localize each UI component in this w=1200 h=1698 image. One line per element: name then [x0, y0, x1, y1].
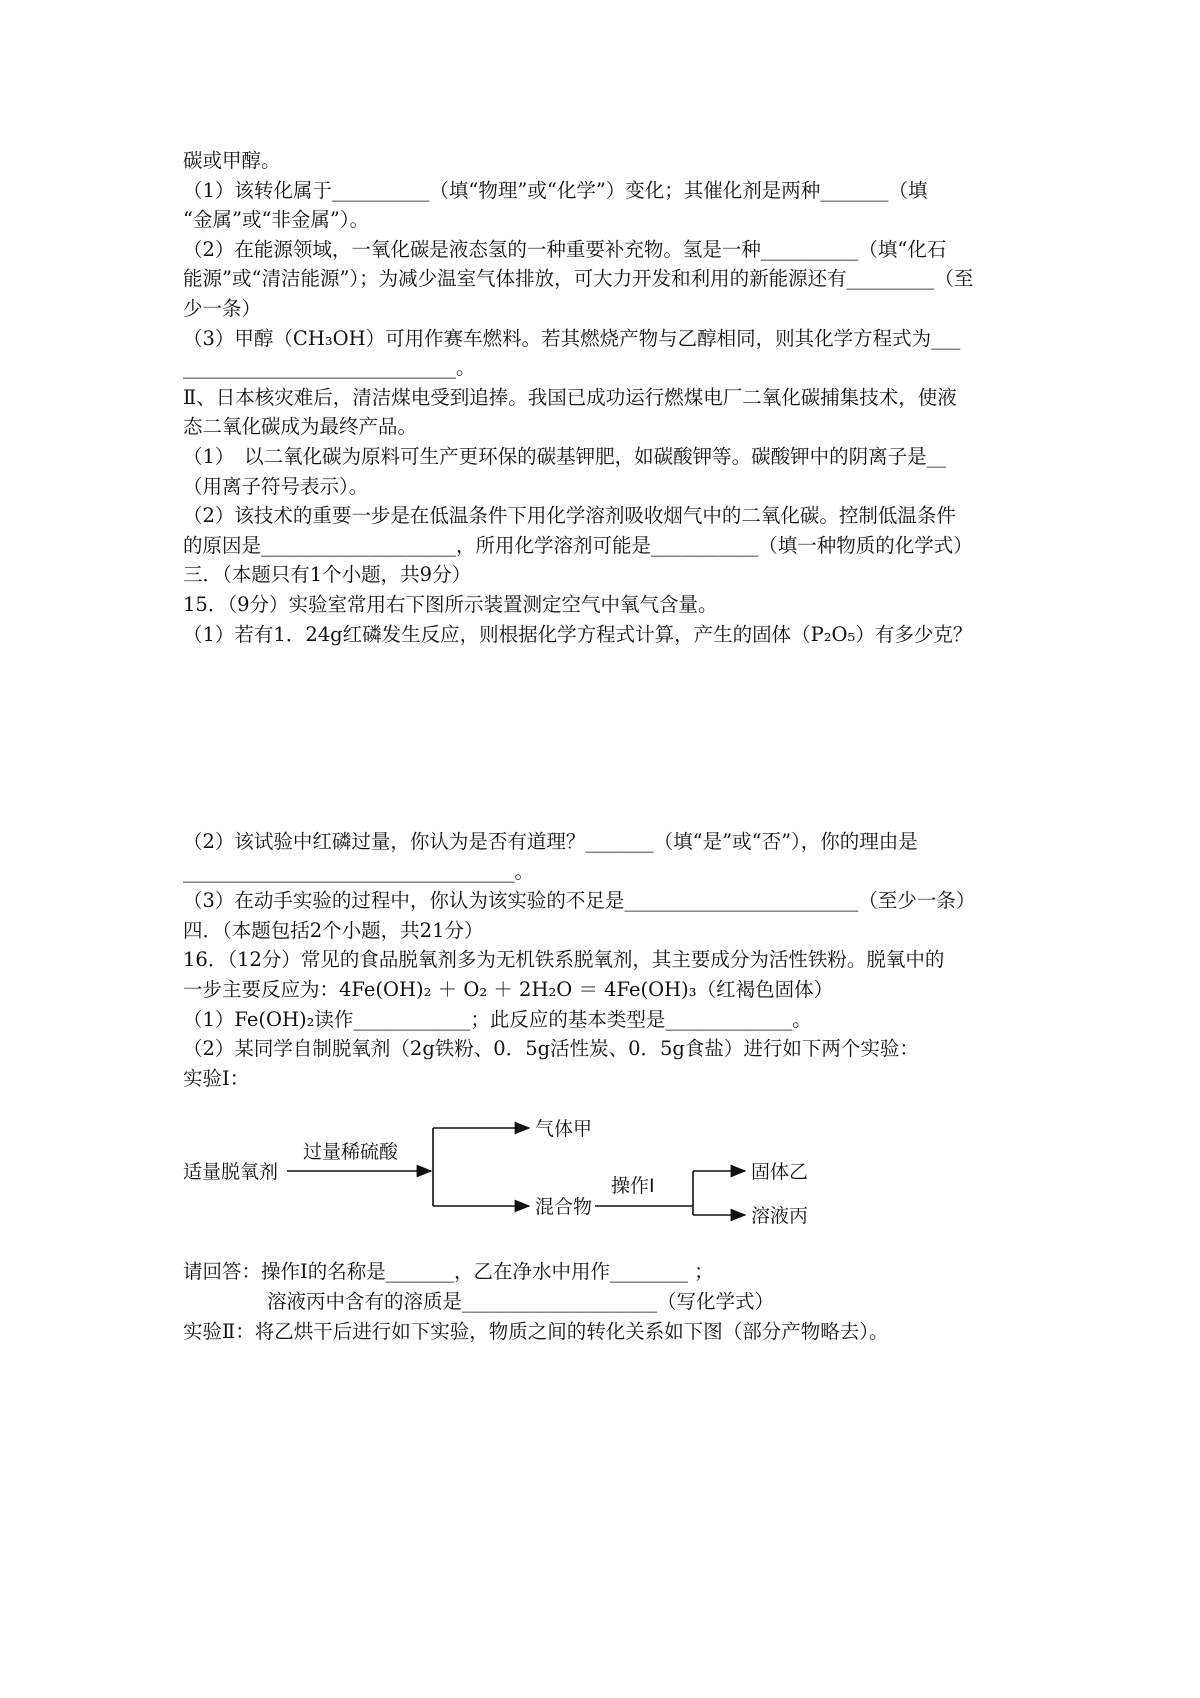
flow-diagram: [183, 1107, 1033, 1247]
text-line: （2）该技术的重要一步是在低温条件下用化学溶剂吸收烟气中的二氧化碳。控制低温条件: [183, 504, 956, 528]
answer-space: [183, 649, 1033, 827]
flow-start: 适量脱氧剂: [183, 1161, 279, 1184]
text-line: 溶液丙中含有的溶质是____________________（写化学式）: [267, 1290, 775, 1314]
text-line: （3）甲醇（CH₃OH）可用作赛车燃料。若其燃烧产物与乙醇相同，则其化学方程式为___: [183, 326, 961, 350]
text-line: 态二氧化碳成为最终产品。: [183, 415, 418, 439]
text-line: 请回答：操作Ⅰ的名称是_______，乙在净水中用作________ ；: [183, 1260, 714, 1284]
text-line: ____________________________。: [183, 356, 476, 380]
text-line: 能源”或“清洁能源”）；为减少温室气体排放，可大力开发和利用的新能源还有_________（至: [183, 267, 974, 291]
flow-solution: 溶液丙: [751, 1205, 809, 1228]
text-block-part-2: [183, 827, 1033, 1093]
flow-operation: 操作Ⅰ: [611, 1175, 655, 1198]
text-line: （2）在能源领域，一氧化碳是液态氢的一种重要补充物。氢是一种__________（填“化石: [183, 237, 947, 261]
text-line: （1） 以二氧化碳为原料可生产更环保的碳基钾肥，如碳酸钾等。碳酸钾中的阴离子是__: [183, 444, 947, 468]
text-line: 三．（本题只有1个小题，共9分）: [183, 563, 472, 587]
text-line: 碳或甲醇。: [183, 149, 281, 172]
text-line: （2）某同学自制脱氧剂（2g铁粉、0．5g活性炭、0．5g食盐）进行如下两个实验：: [183, 1037, 919, 1061]
text-line: 16．（12分）常见的食品脱氧剂多为无机铁系脱氧剂，其主要成分为活性铁粉。脱氧中的: [183, 948, 945, 972]
text-line: （1）该转化属于__________（填“物理”或“化学”）变化；其催化剂是两种_______（填: [183, 178, 928, 202]
text-line: （2）该试验中红磷过量，你认为是否有道理？_______（填“是”或“否”），你的理由是: [183, 830, 918, 854]
text-line: 一步主要反应为：4Fe(OH)₂ ＋ O₂ ＋ 2H₂O ＝ 4Fe(OH)₃（红褐色固体）: [183, 978, 834, 1002]
text-block-part-3: [183, 1257, 1033, 1346]
text-block-part-1: [183, 146, 1033, 649]
exam-page: [183, 146, 1033, 1346]
text-line: （用离子符号表示）。: [183, 474, 369, 498]
flow-gas: 气体甲: [535, 1118, 593, 1141]
text-line: 的原因是____________________，所用化学溶剂可能是___________（填一种物质的化学式）: [183, 533, 973, 557]
text-line: 15．（9分）实验室常用右下图所示装置测定空气中氧气含量。: [183, 592, 718, 616]
flow-reagent: 过量稀硫酸: [303, 1141, 399, 1164]
text-line: “金属”或“非金属”）。: [183, 208, 370, 232]
text-line: 四．（本题包括2个小题，共21分）: [183, 918, 484, 942]
flow-mixture: 混合物: [535, 1196, 593, 1219]
text-line: Ⅱ、日本核灾难后，清洁煤电受到追捧。我国已成功运行燃煤电厂二氧化碳捕集技术，使液: [183, 385, 957, 409]
text-line: __________________________________。: [183, 859, 534, 883]
text-line: 实验Ⅰ：: [183, 1066, 250, 1090]
text-line: 少一条）: [183, 296, 262, 320]
text-line: （1）Fe(OH)₂读作____________；此反应的基本类型是_____________。: [183, 1007, 812, 1031]
flow-diagram-arrows: [183, 1107, 1033, 1247]
text-line: （1）若有1．24g红磷发生反应，则根据化学方程式计算，产生的固体（P₂O₅）有多少克？: [183, 622, 973, 646]
text-line: （3）在动手实验的过程中，你认为该实验的不足是________________________（至少一条）: [183, 889, 976, 913]
text-line: 实验Ⅱ：将乙烘干后进行如下实验，物质之间的转化关系如下图（部分产物略去）。: [183, 1319, 889, 1343]
flow-solid: 固体乙: [751, 1161, 809, 1184]
